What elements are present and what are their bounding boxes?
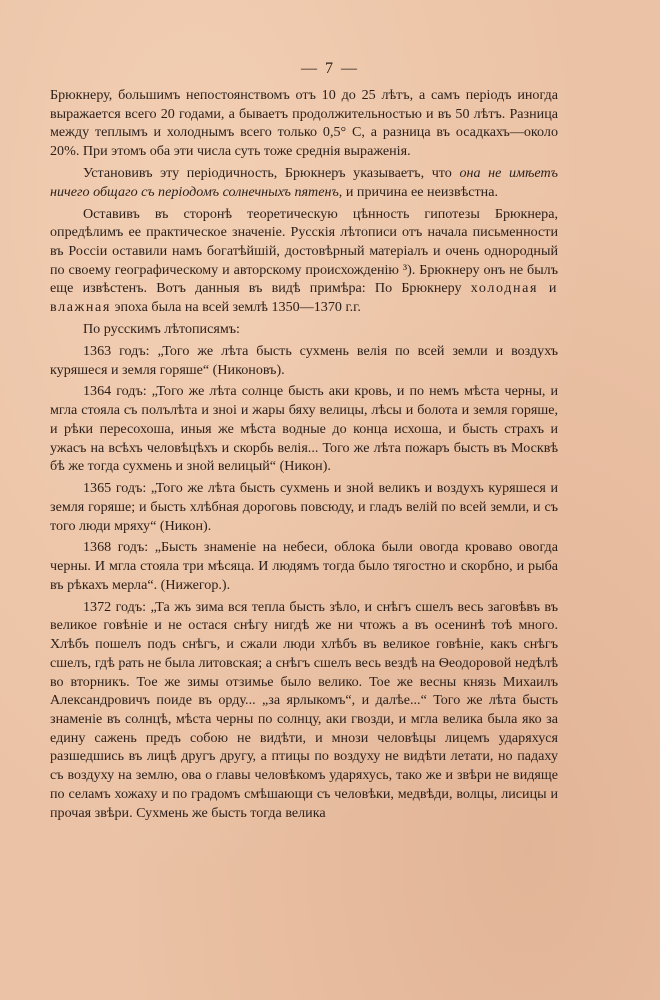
text-run: 1365 годъ: „Того же лѣта бысть сухмень и зной великъ и воздухъ куряшеся и земля горяше; и бысть хлѣбная дороговь повсюду, и гладъ велій по всей земли, и съ того люди мряху“ (Никон). (50, 480, 558, 534)
paragraph (50, 538, 558, 594)
text-run: эпоха была на всей землѣ 1350—1370 г.г. (110, 299, 361, 316)
paragraph (50, 320, 558, 339)
text-run: 1364 годъ: „Того же лѣта солнце бысть аки кровь, и по немъ мѣста черны, и мгла стояла съ полълѣта и зноі и жары бяху велицы, лѣсы и болота и земля горяше, и рѣки пересохоша, иныя же мѣста водные до конца исхоша, и бысть страхъ и ужасъ на всѣхъ человѣцѣхъ и скорбь велія... Того же лѣта пожаръ бысть въ Москвѣ бѣ же тогда сухмень и зной велицый“ (Никон). (50, 383, 558, 475)
paragraph (50, 164, 558, 201)
paragraph (50, 86, 558, 161)
text-run: 1368 годъ: „Бысть знаменіе на небеси, облока были овогда кроваво овогда черны. И мгла стояла три мѣсяца. И людямъ тогда было тягостно и скорбно, и рыба въ рѣкахъ мерла“. (Нижегор.). (50, 539, 558, 593)
text-run: 1363 годъ: „Того же лѣта бысть сухмень велія по всей земли и воздухъ куряшеся и земля горяше“ (Никоновъ). (50, 342, 558, 378)
paragraph (50, 479, 558, 535)
paragraph (50, 598, 558, 822)
text-body (50, 86, 558, 825)
text-run: По русскимъ лѣтописямъ: (83, 321, 240, 337)
paragraph (50, 205, 558, 317)
emphasis-text: она не имѣетъ ничего общаго съ періодомъ солнечныхъ пятенъ, (50, 165, 558, 200)
text-run: Брюкнеру, большимъ непостоянствомъ отъ 10 до 25 лѣтъ, а самъ періодъ иногда выражается всего 20 годами, а бываетъ продолжительностью и въ 50 лѣтъ. Разница между теплымъ и холоднымъ всего только 0,5° С, а разница въ осадкахъ—около 20%. При этомъ оба эти числа суть тоже среднія выраженія. (50, 87, 558, 160)
emphasis-text: холодная и влажная (50, 280, 559, 316)
paragraph (50, 382, 558, 476)
text-run: Оставивъ въ сторонѣ теоретическую цѣнность гипотезы Брюкнера, опредѣлимъ ее практическое значеніе. Русскія лѣтописи отъ начала письменности въ Россіи оставили намъ богатѣйшій, достовѣрный матеріалъ и очень однородный по своему географическому и авторскому происхожденію ³). Брюкнеру онъ не былъ еще извѣстенъ. Вотъ данныя въ видѣ примѣра: По Брюкнеру (50, 205, 558, 297)
paragraph (50, 342, 558, 379)
page-number: — 7 — (301, 60, 359, 77)
text-run: 1372 годъ: „Та жъ зима вся тепла бысть зѣло, и снѣгъ сшелъ весь заговѣвъ въ великое говѣніе и не остася снѣгу нигдѣ же ни чтожъ а въ осенинѣ тоѣ много. Хлѣбъ пошелъ подъ снѣгъ, и сжали люди хлѣбъ въ великое говѣніе, какъ снѣгъ сшелъ, гдѣ рать не была литовская; а снѣгъ сшелъ весь вездѣ на Ѳеодоровой недѣлѣ во вторникъ. Тое же зимы отзимье было велико. Тое же весны князь Михаилъ Александровичъ поиде въ орду... „за ярлыкомъ“, и далѣе...“ Того же лѣта бысть знаменіе въ солнцѣ, мѣста черны по солнцу, аки гвозди, и мгла велика была яко за едину сажень предъ собою не видѣти, и мнози человѣцы лицемъ ударяхуся разшедшись въ лицѣ другъ другу, а птицы по воздуху не видѣти летати, но падаху съ воздуху на землю, ова о главы человѣкомъ ударяхусь, тако же и звѣри не видяще по селамъ хожаху и по градомъ смѣшающи съ человѣки, медвѣди, волцы, лисицы и прочая звѣри. Сухмень же бысть тогда велика (50, 598, 558, 821)
text-run: и причина ее неизвѣстна. (342, 183, 498, 200)
text-run: Установивъ эту періодичность, Брюкнеръ указываетъ, что (83, 165, 460, 181)
